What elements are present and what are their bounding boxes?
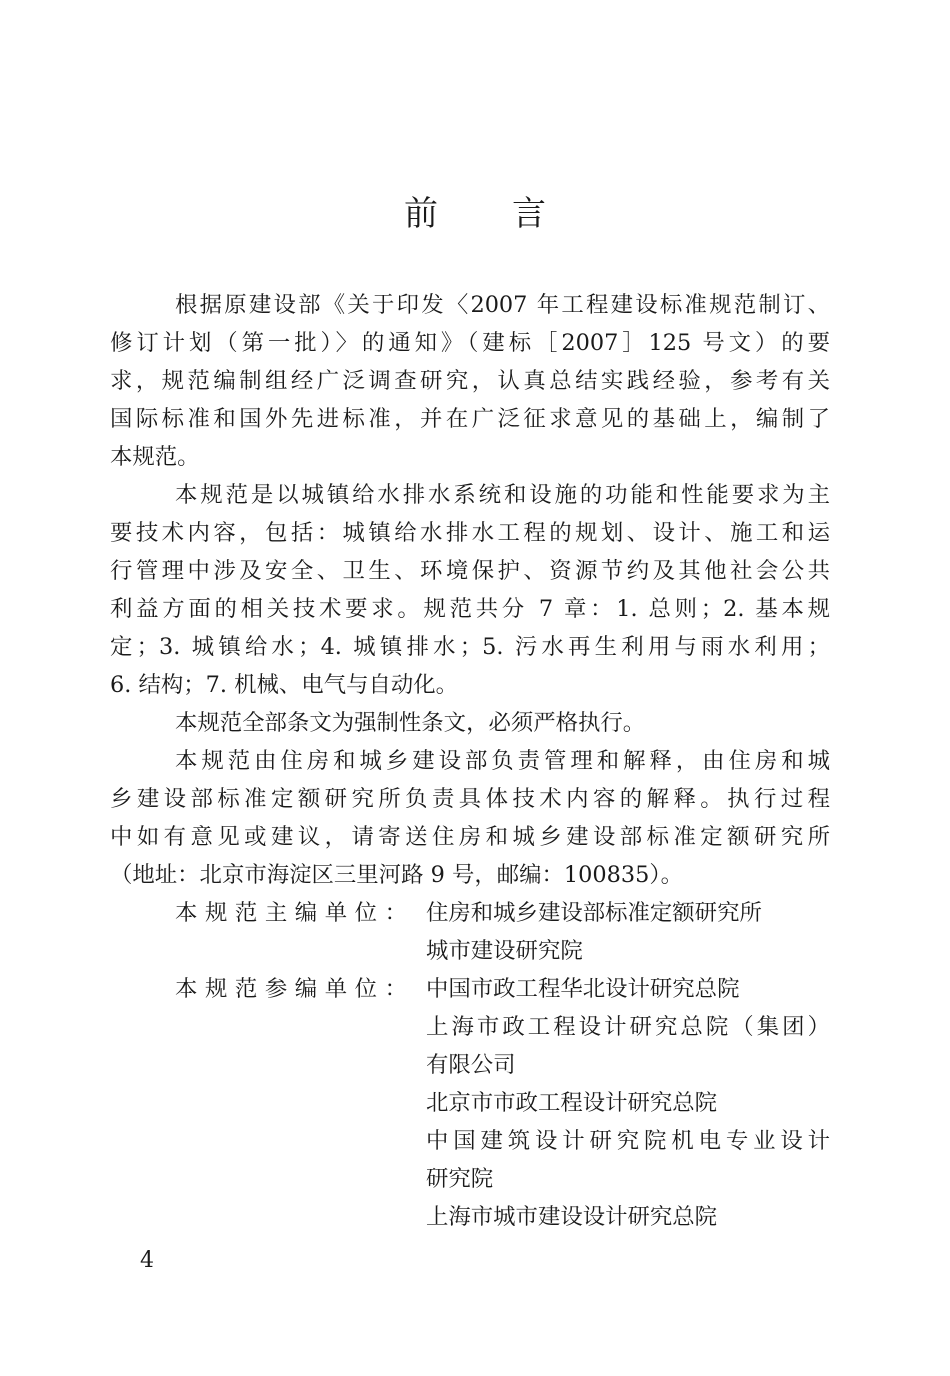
chief-editor-unit-1: 住房和城乡建设部标准定额研究所 [426,900,762,926]
paragraph-2-line-5: 定；3. 城镇给水；4. 城镇排水；5. 污水再生利用与雨水利用； [110,634,830,660]
title-char-1: 前 [404,194,438,234]
paragraph-2-line-3: 行管理中涉及安全、卫生、环境保护、资源节约及其他社会公共 [110,558,830,584]
page-title [0,188,950,240]
paragraph-2-line-1: 本规范是以城镇给水排水系统和设施的功能和性能要求为主 [175,482,830,508]
page-number: 4 [140,1248,154,1273]
participating-unit-4-line-2: 研究院 [426,1166,494,1192]
paragraph-2-line-6: 6. 结构；7. 机械、电气与自动化。 [110,672,459,698]
chief-editor-unit-2: 城市建设研究院 [426,938,583,964]
participating-unit-2-line-2: 有限公司 [426,1052,516,1078]
participating-unit-2-line-1: 上海市政工程设计研究总院（集团） [426,1014,830,1040]
participating-unit-3: 北京市市政工程设计研究总院 [426,1090,718,1116]
participating-unit-4-line-1: 中国建筑设计研究院机电专业设计 [426,1128,830,1154]
paragraph-1-line-4: 国际标准和国外先进标准，并在广泛征求意见的基础上，编制了 [110,406,830,432]
participating-units-label: 本规范参编单位： [175,976,407,1002]
title-char-2: 言 [512,194,546,234]
paragraph-1-line-2: 修订计划（第一批）〉的通知》（建标［2007］125 号文）的要 [110,330,830,356]
paragraph-2-line-2: 要技术内容，包括：城镇给水排水工程的规划、设计、施工和运 [110,520,830,546]
paragraph-4-line-4: （地址：北京市海淀区三里河路 9 号，邮编：100835）。 [110,862,683,888]
paragraph-4-line-3: 中如有意见或建议，请寄送住房和城乡建设部标准定额研究所 [110,824,830,850]
paragraph-4-line-1: 本规范由住房和城乡建设部负责管理和解释，由住房和城 [175,748,830,774]
paragraph-4-line-2: 乡建设部标准定额研究所负责具体技术内容的解释。执行过程 [110,786,830,812]
paragraph-1-line-3: 求，规范编制组经广泛调查研究，认真总结实践经验，参考有关 [110,368,830,394]
paragraph-3-line-1: 本规范全部条文为强制性条文，必须严格执行。 [175,710,646,736]
participating-unit-5: 上海市城市建设设计研究总院 [426,1204,718,1230]
paragraph-2-line-4: 利益方面的相关技术要求。规范共分 7 章：1. 总则；2. 基本规 [110,596,830,622]
paragraph-1-line-5: 本规范。 [110,444,200,470]
paragraph-1-line-1: 根据原建设部《关于印发〈2007 年工程建设标准规范制订、 [175,292,830,318]
participating-unit-1: 中国市政工程华北设计研究总院 [426,976,740,1002]
chief-editor-label: 本规范主编单位： [175,900,407,926]
